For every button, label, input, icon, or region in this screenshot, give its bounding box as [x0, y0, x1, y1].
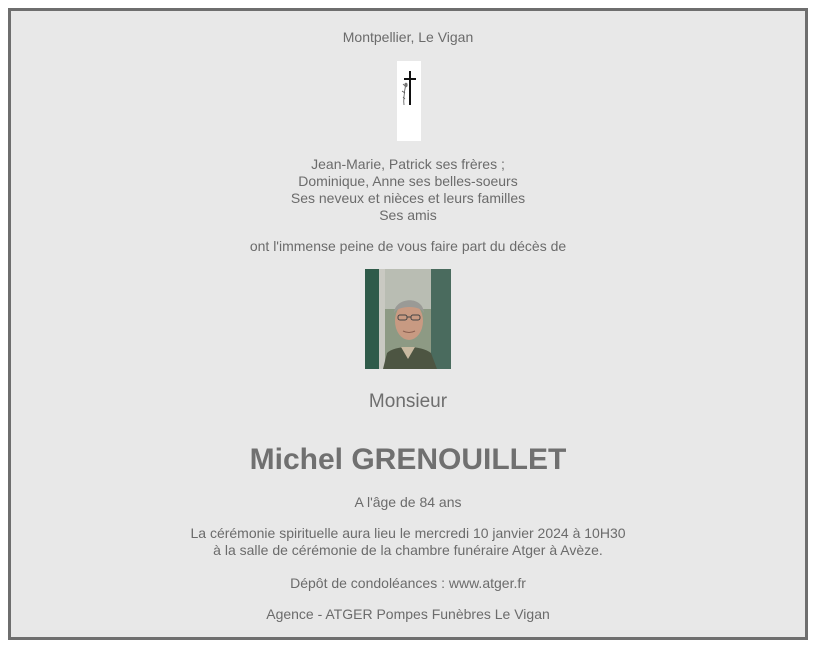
- family-line: Dominique, Anne ses belles-soeurs: [298, 173, 518, 189]
- obituary-card: [8, 8, 808, 640]
- ceremony-details: [11, 525, 805, 559]
- honorific-title: Monsieur: [368, 391, 448, 412]
- ceremony-line: La cérémonie spirituelle aura lieu le mercredi 10 janvier 2024 à 10H30: [190, 525, 626, 541]
- cross-with-lily-icon: [397, 61, 421, 141]
- family-line: Ses amis: [379, 207, 437, 223]
- location-text: Montpellier, Le Vigan: [342, 29, 474, 45]
- family-line: Ses neveux et nièces et leurs familles: [290, 190, 526, 206]
- ceremony-line: à la salle de cérémonie de la chambre funéraire Atger à Avèze.: [213, 542, 603, 558]
- announcement-text: ont l'immense peine de vous faire part du décès de: [249, 238, 567, 254]
- age-text: A l'âge de 84 ans: [354, 494, 462, 510]
- portrait-photo: [365, 269, 451, 369]
- deceased-name: Michel GRENOUILLET: [249, 443, 567, 476]
- condolences-text: Dépôt de condoléances : www.atger.fr: [290, 575, 526, 591]
- agency-text: Agence - ATGER Pompes Funèbres Le Vigan: [266, 606, 550, 622]
- family-line: Jean-Marie, Patrick ses frères ;: [311, 156, 505, 172]
- family-list: [11, 156, 805, 224]
